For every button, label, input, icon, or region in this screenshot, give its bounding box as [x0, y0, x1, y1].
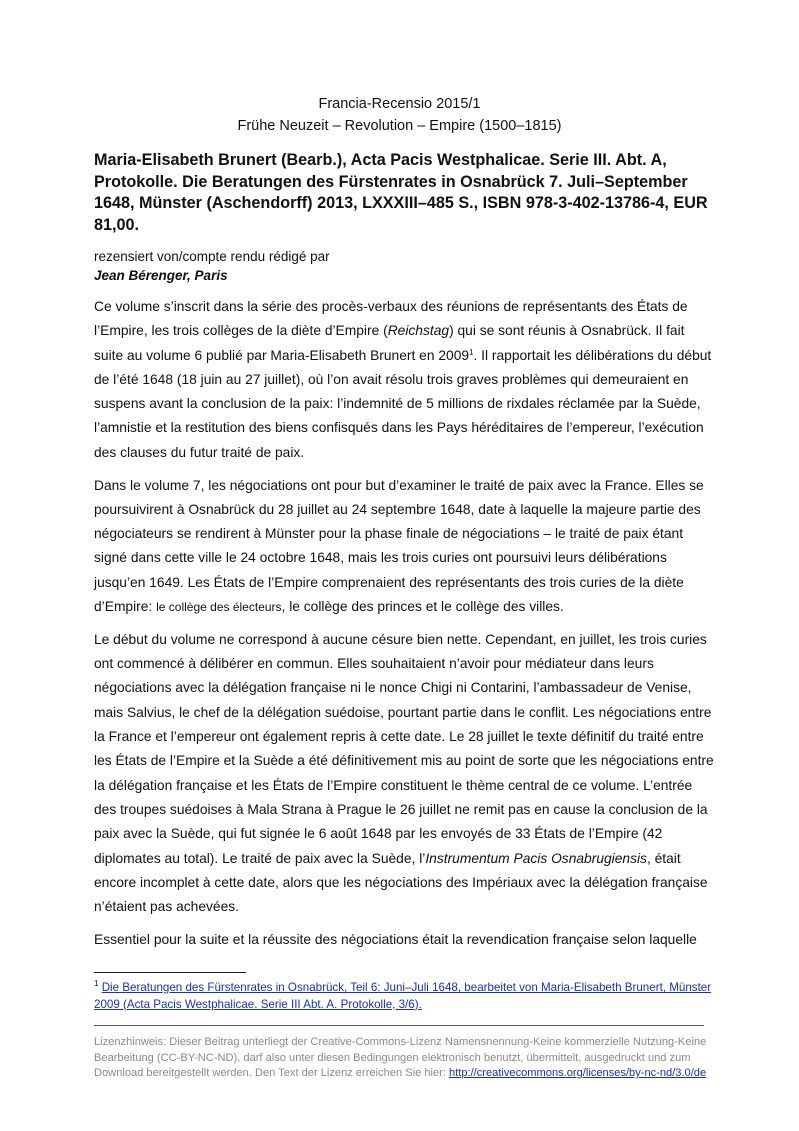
paragraph-3-text-end: , était encore incomplet à cette date, alors que les négociations des Impériaux avec la délégation française n’étaient pas achevées. — [94, 850, 708, 915]
paragraph-2-text-b: , le collège des princes et le collège des villes. — [281, 599, 564, 615]
license-separator — [94, 1025, 704, 1026]
paragraph-1-italic: Reichstag — [387, 323, 450, 339]
footnote-reference[interactable]: 1 — [469, 347, 474, 357]
paragraph-3-italic: Instrumentum Pacis Osnabrugiensis — [425, 850, 647, 866]
byline-label: rezensiert von/compte rendu rédigé par — [94, 249, 330, 264]
review-body — [94, 295, 714, 961]
paragraph-1 — [94, 295, 714, 465]
footnote — [94, 980, 714, 1013]
reviewer-name: Jean Bérenger, Paris — [94, 267, 228, 283]
paragraph-3 — [94, 628, 714, 920]
footnote-separator — [94, 972, 246, 973]
paragraph-2 — [94, 474, 714, 620]
journal-issue: Francia-Recensio 2015/1 — [318, 96, 481, 112]
paragraph-3-text: Le début du volume ne correspond à aucune césure bien nette. Cependant, en juillet, les trois curies ont commencé à délibérer en commun. Elles souhaitaient n’avoir pour médiateur dans leurs négociations avec la délégation française ni le nonce Chigi ni Contarini, l’ambassadeur de Venise, mais Salvius, le chef de la délégation suédoise, pourtant partie dans le conflit. Les négociations entre la France et l’empereur ont également repris à cette date. Le 28 juillet le texte définitif du traité entre les États de l’Empire et la Suède a été définitivement mis au point de sorte que les négociations entre la délégation française et les États de l’Empire constituent le thème central de ce volume. L’entrée des troupes suédoises à Mala Strana à Prague le 26 juillet ne remit pas en cause la conclusion de la paix avec la Suède, qui fut signée le 6 août 1648 par les envoyés de 33 États de l’Empire (42 diplomates au total). Le traité de paix avec la Suède, l’ — [94, 631, 714, 866]
license-link[interactable]: http://creativecommons.org/licenses/by-nc-nd/3.0/de — [449, 1067, 707, 1079]
paragraph-1-text-c: ) qui se sont réunis à Osnabrück. Il fait suite au volume 6 publié par Maria-Elisabeth Brunert en 2009 — [94, 323, 685, 363]
journal-header — [0, 93, 799, 137]
paragraph-4: Essentiel pour la suite et la réussite des négociations était la revendication française selon laquelle — [94, 931, 697, 947]
paragraph-2-text-a: Dans le volume 7, les négociations ont pour but d’examiner le traité de paix avec la France. Elles se poursuivirent à Osnabrück du 28 juillet au 24 septembre 1648, date à laquelle la majeure partie des négociateurs se rendirent à Münster pour la phase finale de négociations – le traité de paix étant signé dans cette ville le 24 octobre 1648, mais les trois curies ont poursuivi leurs délibérations jusqu’en 1649. Les États de l’Empire comprenaient des représentants des trois curies de la diète d’Empire: — [94, 477, 704, 615]
license-notice — [94, 1035, 714, 1082]
review-title: Maria-Elisabeth Brunert (Bearb.), Acta Pacis Westphalicae. Serie III. Abt. A, Protokolle. Die Beratungen des Fürstenrates in Osnabrück 7. Juli–September 1648, Münster (Aschendorff) 2013, LXXXIII–485 S., ISBN 978-3-402-13786-4, EUR 81,00. — [94, 151, 708, 234]
byline — [94, 248, 330, 285]
footnote-link[interactable]: Die Beratungen des Fürstenrates in Osnabrück, Teil 6: Juni–Juli 1648, bearbeitet von Maria-Elisabeth Brunert, Münster 2009 (Acta Pacis Westphalicae. Serie III Abt. A. Protokolle, 3/6). — [94, 981, 712, 1011]
paragraph-1-text-d: . Il rapportait les délibérations du début de l’été 1648 (18 juin au 27 juillet), où l’on avait résolu trois graves problèmes qui demeuraient en suspens avant la conclusion de la paix: l’indemnité de 5 millions de rixdales réclamée par la Suède, l’amnistie et la restitution des biens confisqués dans les Pays héréditaires de l’empereur, l’exécution des clauses du futur traité de paix. — [94, 347, 712, 460]
paragraph-1-text-a: Ce volume s’inscrit dans la série des procès-verbaux des réunions de représentants des États de l’Empire, les trois collèges de la diète d’Empire ( — [94, 299, 688, 339]
footnote-mark: 1 — [94, 979, 99, 988]
journal-section: Frühe Neuzeit – Revolution – Empire (1500–1815) — [237, 118, 562, 134]
license-text: Lizenzhinweis: Dieser Beitrag unterliegt der Creative-Commons-Lizenz Namensnennung-Keine kommerzielle Nutzung-Keine Bearbeitung (CC-BY-NC-ND), darf also unter diesen Bedingungen elektronisch benutzt, übermittelt, ausgedruckt und zum Download bereitgestellt werden. Den Text der Lizenz erreichen Sie hier: — [94, 1036, 707, 1079]
paragraph-2-small-text: le collège des électeurs — [156, 600, 282, 615]
